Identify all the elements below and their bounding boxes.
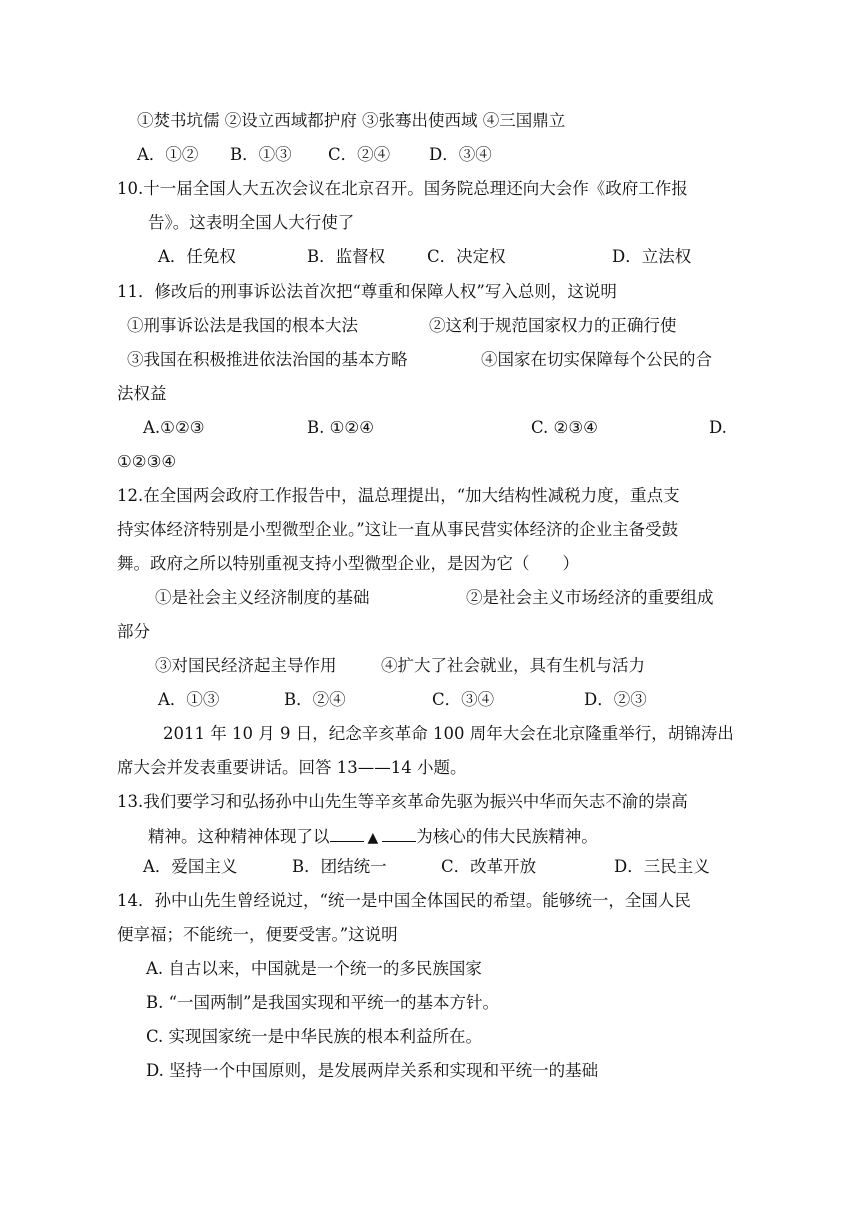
q12-option-b: B．②④ <box>284 690 346 709</box>
q13-stem-post: 为核心的伟大民族精神。 <box>416 827 598 846</box>
q10-option-d: D．立法权 <box>612 247 692 266</box>
q13-stem-pre: 精神。这种精神体现了以 <box>148 827 330 846</box>
q14-option-d: D. 坚持一个中国原则，是发展两岸关系和实现和平统一的基础 <box>146 1061 599 1080</box>
q9-items: ①焚书坑儒 ②设立西域都护府 ③张骞出使西域 ④三国鼎立 <box>137 111 566 130</box>
q13-blank-mark: ▲ <box>367 830 379 846</box>
q12-item-3: ③对国民经济起主导作用 <box>155 656 337 675</box>
q12-item-4: ④扩大了社会就业，具有生机与活力 <box>381 656 645 675</box>
q9-option-a: A．①② <box>137 145 199 164</box>
q11-item-3: ③我国在积极推进依法治国的基本方略 <box>127 350 408 369</box>
q12-stem-line2: 持实体经济特别是小型微型企业。”这让一直从事民营实体经济的企业主备受鼓 <box>117 520 679 539</box>
q10-option-c: C．决定权 <box>427 247 506 266</box>
q14-option-b: B. “一国两制”是我国实现和平统一的基本方针。 <box>146 993 499 1012</box>
q12-stem-line1: 12.在全国两会政府工作报告中，温总理提出，“加大结构性减税力度，重点支 <box>117 486 680 505</box>
q11-option-d: D. <box>709 418 727 437</box>
q11-item-1: ①刑事诉讼法是我国的根本大法 <box>127 316 358 335</box>
q9-option-d: D．③④ <box>429 145 492 164</box>
q14-stem-line1: 14．孙中山先生曾经说过，“统一是中国全体国民的希望。能够统一，全国人民 <box>117 891 691 910</box>
q10-option-a: A．任免权 <box>158 247 236 266</box>
q10-stem-line2: 告》。这表明全国人大行使了 <box>148 213 355 232</box>
intro-line1: 2011 年 10 月 9 日，纪念辛亥革命 100 周年大会在北京隆重举行，胡锦涛出 <box>163 724 734 743</box>
q11-option-b: B. ①②④ <box>307 418 374 437</box>
q11-option-a: A.①②③ <box>143 418 205 437</box>
q12-option-a: A．①③ <box>158 690 220 709</box>
q14-option-c: C. 实现国家统一是中华民族的根本利益所在。 <box>146 1027 483 1046</box>
q12-item-1: ①是社会主义经济制度的基础 <box>155 588 370 607</box>
q12-option-d: D．②③ <box>584 690 647 709</box>
q13-option-b: B．团结统一 <box>292 857 387 876</box>
q11-option-c: C. ②③④ <box>531 418 598 437</box>
q13-option-d: D．三民主义 <box>614 857 710 876</box>
q13-option-c: C．改革开放 <box>441 857 537 876</box>
q10-stem-line1: 10.十一届全国人大五次会议在北京召开。国务院总理还向大会作《政府工作报 <box>117 179 688 198</box>
q14-stem-line2: 便享福；不能统一，便要受害。”这说明 <box>117 925 398 944</box>
q9-option-c: C．②④ <box>328 145 391 164</box>
q13-blank-right <box>382 825 416 842</box>
q11-item-2: ②这利于规范国家权力的正确行使 <box>429 316 677 335</box>
q12-item-2-cont: 部分 <box>117 622 150 641</box>
q13-stem-line2 <box>148 825 598 847</box>
q12-option-c: C．③④ <box>432 690 495 709</box>
q11-item-4: ④国家在切实保障每个公民的合 <box>481 350 712 369</box>
intro-line2: 席大会并发表重要讲话。回答 13——14 小题。 <box>117 758 467 777</box>
q11-option-d-text: ①②③④ <box>117 452 177 471</box>
q9-option-b: B．①③ <box>230 145 292 164</box>
q11-item-4-cont: 法权益 <box>117 384 167 403</box>
q13-option-a: A．爱国主义 <box>143 857 238 876</box>
q11-stem: 11．修改后的刑事诉讼法首次把“尊重和保障人权”写入总则，这说明 <box>117 282 617 301</box>
q14-option-a: A. 自古以来，中国就是一个统一的多民族国家 <box>146 959 482 978</box>
q10-option-b: B．监督权 <box>307 247 386 266</box>
q12-item-2: ②是社会主义市场经济的重要组成 <box>466 588 714 607</box>
q12-stem-line3: 舞。政府之所以特别重视支持小型微型企业，是因为它（ ） <box>117 554 579 573</box>
q13-blank-left <box>330 825 364 842</box>
q13-stem-line1: 13.我们要学习和弘扬孙中山先生等辛亥革命先驱为振兴中华而矢志不渝的崇高 <box>117 792 688 811</box>
